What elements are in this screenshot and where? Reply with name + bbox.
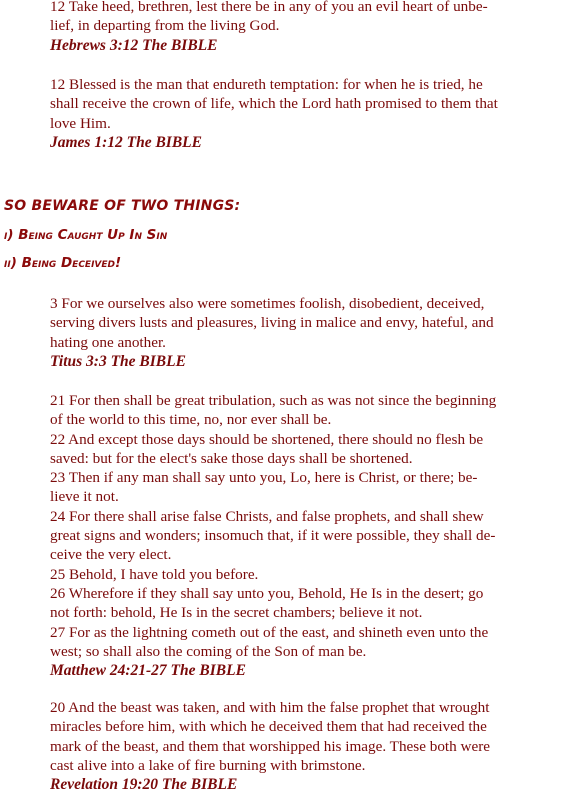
verse-line: lief, in departing from the living God. [50,17,280,35]
passage-james [50,75,566,152]
verse-line: ceive the very elect. [50,546,172,564]
passage-revelation [50,698,566,794]
verse-line: 24 For there shall arise false Christs, and false prophets, and shall shew [50,507,484,525]
verse-line: lieve it not. [50,488,119,506]
verse-line: 27 For as the lightning cometh out of the east, and shineth even unto the [50,623,489,641]
verse-line: mark of the beast, and them that worshipped his image. These both were [50,737,491,755]
verse-line: 12 Blessed is the man that endureth temptation: for when he is tried, he [50,76,483,93]
passage-hebrews [50,0,566,55]
verse-line: hating one another. [50,333,166,351]
scripture-reference: Matthew 24:21-27 The BIBLE [50,662,246,680]
verse-line: 20 And the beast was taken, and with him the false prophet that wrought [50,699,490,716]
passage-titus [50,294,566,371]
scripture-reference: Revelation 19:20 The BIBLE [50,776,238,794]
verse-line: 22 And except those days should be shortened, there should no flesh be [50,430,484,448]
scripture-reference: James 1:12 The BIBLE [50,133,202,151]
verse-line: 23 Then if any man shall say unto you, Lo, here is Christ, or there; be- [50,469,478,487]
verse-line: cast alive into a lake of fire burning with brimstone. [50,756,366,774]
verse-line: great signs and wonders; insomuch that, if it were possible, they shall de- [50,527,496,545]
verse-line: 3 For we ourselves also were sometimes foolish, disobedient, deceived, [50,295,485,312]
point-heading-1: i) Being Caught Up In Sin [4,227,168,243]
verse-line: 12 Take heed, brethren, lest there be in any of you an evil heart of unbe- [50,0,488,15]
passage-matthew [50,391,566,680]
verse-line: 25 Behold, I have told you before. [50,565,259,583]
verse-line: love Him. [50,114,111,132]
verse-line: saved: but for the elect's sake those days shall be shortened. [50,449,413,467]
verse-line: serving divers lusts and pleasures, living in malice and envy, hateful, and [50,314,494,332]
verse-line: miracles before him, with which he deceived them that had received the [50,718,487,736]
verse-line: not forth: behold, He Is in the secret chambers; believe it not. [50,604,423,622]
verse-line: of the world to this time, no, nor ever shall be. [50,411,332,429]
scripture-reference: Titus 3:3 The BIBLE [50,352,186,370]
verse-line: west; so shall also the coming of the Son of man be. [50,642,367,660]
verse-line: 21 For then shall be great tribulation, such as was not since the beginning [50,392,497,409]
scripture-reference: Hebrews 3:12 The BIBLE [50,36,218,54]
verse-line: 26 Wherefore if they shall say unto you, Behold, He Is in the desert; go [50,584,484,602]
verse-line: shall receive the crown of life, which the Lord hath promised to them that [50,95,498,113]
point-heading-2: ii) Being Deceived! [4,255,122,271]
section-heading: SO BEWARE OF TWO THINGS: [4,198,241,214]
